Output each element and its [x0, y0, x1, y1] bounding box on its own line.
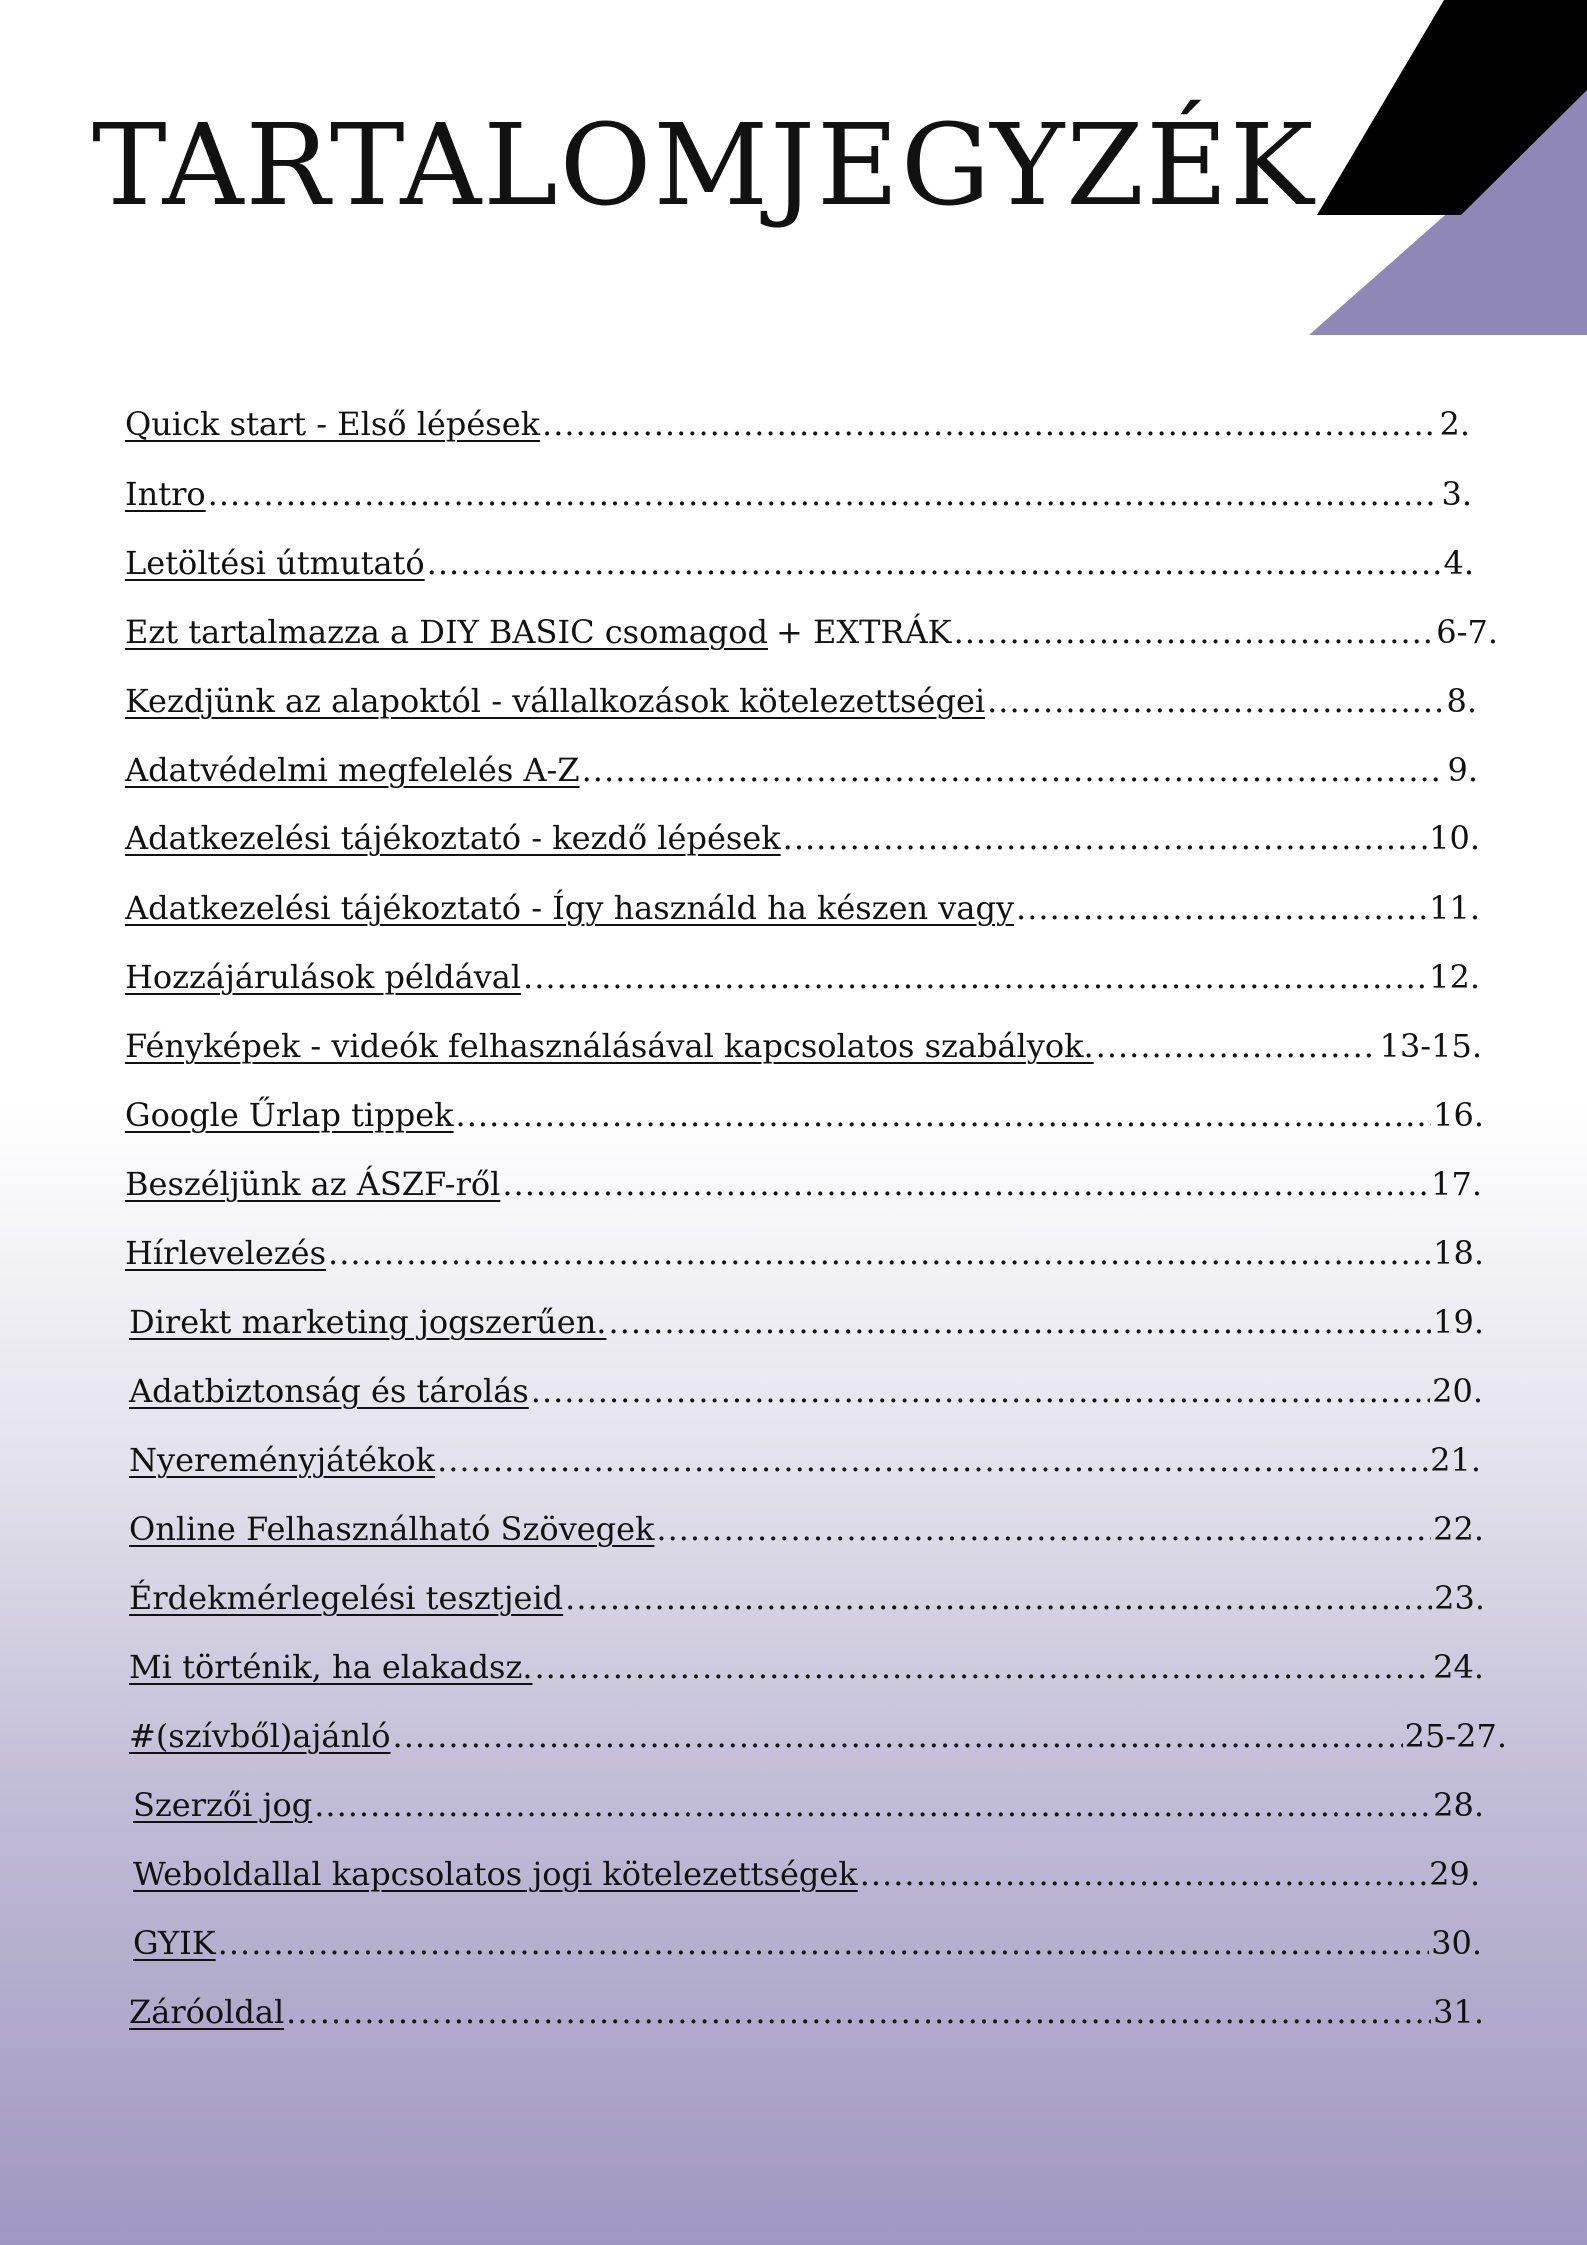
dot-leader	[1096, 1026, 1378, 1066]
dot-leader	[314, 1785, 1431, 1825]
toc-entry-fenykepek-videok[interactable]	[125, 1026, 1482, 1066]
toc-page-number: 31.	[1433, 1993, 1484, 2031]
dot-leader	[582, 750, 1446, 790]
toc-entry-hozzajarulasok[interactable]	[125, 957, 1480, 997]
page-title: TARTALOMJEGYZÉK	[92, 101, 1316, 231]
toc-entry-label[interactable]: Nyereményjátékok	[129, 1441, 436, 1479]
dot-leader	[427, 543, 1442, 583]
toc-page-number: 30.	[1431, 1924, 1482, 1962]
toc-entry-label[interactable]: Adatvédelmi megfelelés A-Z	[125, 751, 580, 789]
toc-entry-label[interactable]: Google Űrlap tippek	[125, 1096, 454, 1134]
dot-leader	[987, 681, 1444, 721]
toc-entry-diy-basic-csomag[interactable]	[125, 612, 1498, 652]
dot-leader	[860, 1854, 1427, 1894]
toc-page-number: 9.	[1447, 751, 1478, 789]
toc-entry-adatkezelesi-kesz[interactable]	[125, 888, 1480, 928]
toc-page-number: 25-27.	[1404, 1717, 1507, 1755]
toc-entry-adatkezelesi-kezdo[interactable]	[125, 818, 1480, 858]
toc-entry-kezdjunk-az-alapoktol[interactable]	[125, 681, 1477, 721]
toc-entry-label[interactable]: Weboldallal kapcsolatos jogi kötelezettségek	[133, 1855, 858, 1893]
dot-leader	[523, 957, 1427, 997]
toc-page-number: 11.	[1429, 889, 1480, 927]
toc-entry-label[interactable]: Adatkezelési tájékoztató - kezdő lépések	[125, 819, 781, 857]
toc-page-number: 13-15.	[1379, 1027, 1482, 1065]
toc-entry-suffix: + EXTRÁK	[776, 613, 952, 651]
dot-leader	[218, 1923, 1429, 1963]
toc-entry-label[interactable]: Záróoldal	[129, 1993, 285, 2031]
dot-leader	[208, 474, 1440, 514]
toc-page-number: 2.	[1439, 405, 1470, 443]
toc-entry-label[interactable]: Ezt tartalmazza a DIY BASIC csomagod	[125, 613, 768, 651]
toc-entry-hirlevelezes[interactable]	[125, 1233, 1484, 1273]
toc-page-number: 24.	[1433, 1648, 1484, 1686]
toc-entry-weboldal-kotelezettsegek[interactable]	[133, 1854, 1480, 1894]
toc-page-number: 19.	[1433, 1303, 1484, 1341]
toc-entry-label[interactable]: Fényképek - videók felhasználásával kapcsolatos szabályok.	[125, 1027, 1094, 1065]
toc-entry-szivbol-ajanlo[interactable]	[129, 1716, 1507, 1756]
toc-page-number: 17.	[1431, 1165, 1482, 1203]
toc-entry-google-urlap[interactable]	[125, 1095, 1484, 1135]
toc-page-number: 21.	[1430, 1441, 1481, 1479]
dot-leader	[565, 1578, 1432, 1618]
toc-entry-szerzoi-jog[interactable]	[133, 1785, 1484, 1825]
toc-entry-adatvedelmi-megfeleles[interactable]	[125, 750, 1478, 790]
toc-entry-aszf[interactable]	[125, 1164, 1482, 1204]
toc-entry-gyik[interactable]	[133, 1923, 1482, 1963]
dot-leader	[393, 1716, 1403, 1756]
toc-entry-zarooldal[interactable]	[129, 1992, 1484, 2032]
dot-leader	[954, 612, 1435, 652]
dot-leader	[1016, 888, 1427, 928]
toc-entry-label[interactable]: GYIK	[133, 1924, 216, 1962]
toc-entry-adatbiztonsag[interactable]	[129, 1371, 1483, 1411]
toc-entry-label[interactable]: Adatkezelési tájékoztató - Így használd ha készen vagy	[125, 889, 1015, 927]
toc-page-number: 28.	[1433, 1786, 1484, 1824]
toc-entry-nyeremenyjatekok[interactable]	[129, 1440, 1481, 1480]
toc-entry-label[interactable]: Érdekmérlegelési tesztjeid	[129, 1579, 564, 1617]
dot-leader	[542, 404, 1437, 444]
toc-entry-label[interactable]: Beszéljünk az ÁSZF-ről	[125, 1165, 501, 1203]
toc-page-number: 4.	[1443, 544, 1474, 582]
toc-entry-label[interactable]: Adatbiztonság és tárolás	[129, 1372, 529, 1410]
toc-page-number: 6-7.	[1436, 613, 1498, 651]
toc-entry-label[interactable]: Online Felhasználható Szövegek	[129, 1510, 655, 1548]
toc-entry-quick-start[interactable]	[125, 404, 1470, 444]
dot-leader	[783, 818, 1427, 858]
dot-leader	[456, 1095, 1432, 1135]
dot-leader	[328, 1233, 1431, 1273]
toc-page-number: 20.	[1432, 1372, 1483, 1410]
toc-entry-label[interactable]: Intro	[125, 475, 206, 513]
toc-entry-label[interactable]: Hozzájárulások példával	[125, 958, 522, 996]
toc-entry-label[interactable]: Letöltési útmutató	[125, 544, 425, 582]
toc-page-number: 16.	[1433, 1096, 1484, 1134]
dot-leader	[502, 1164, 1429, 1204]
toc-entry-label[interactable]: Direkt marketing jogszerűen.	[129, 1303, 607, 1341]
toc-page-number: 18.	[1433, 1234, 1484, 1272]
toc-page-number: 29.	[1429, 1855, 1480, 1893]
toc-entry-label[interactable]: Szerzői jog	[133, 1786, 313, 1824]
toc-entry-label[interactable]: Quick start - Első lépések	[125, 405, 541, 443]
toc-entry-label[interactable]: Mi történik, ha elakadsz.	[129, 1648, 533, 1686]
toc-entry-mi-tortenik[interactable]	[129, 1647, 1484, 1687]
toc-entry-online-szovegek[interactable]	[129, 1509, 1484, 1549]
toc-page-number: 8.	[1446, 682, 1477, 720]
toc-page-number: 12.	[1429, 958, 1480, 996]
toc-entry-direkt-marketing[interactable]	[129, 1302, 1484, 1342]
toc-entry-label[interactable]: #(szívből)ajánló	[129, 1717, 391, 1755]
dot-leader	[608, 1302, 1431, 1342]
toc-entry-label[interactable]: Hírlevelezés	[125, 1234, 327, 1272]
toc-page-number: 23.	[1434, 1579, 1485, 1617]
toc-page-number: 10.	[1429, 819, 1480, 857]
dot-leader	[437, 1440, 1428, 1480]
dot-leader	[534, 1647, 1431, 1687]
toc-entry-intro[interactable]	[125, 474, 1472, 514]
dot-leader	[286, 1992, 1431, 2032]
toc-entry-erdekmerlegelesi[interactable]	[129, 1578, 1485, 1618]
toc-entry-label[interactable]: Kezdjünk az alapoktól - vállalkozások kötelezettségei	[125, 682, 986, 720]
toc-page-number: 3.	[1441, 475, 1472, 513]
dot-leader	[531, 1371, 1430, 1411]
toc-page-number: 22.	[1433, 1510, 1484, 1548]
toc-entry-letoltesi-utmutato[interactable]	[125, 543, 1474, 583]
dot-leader	[656, 1509, 1431, 1549]
